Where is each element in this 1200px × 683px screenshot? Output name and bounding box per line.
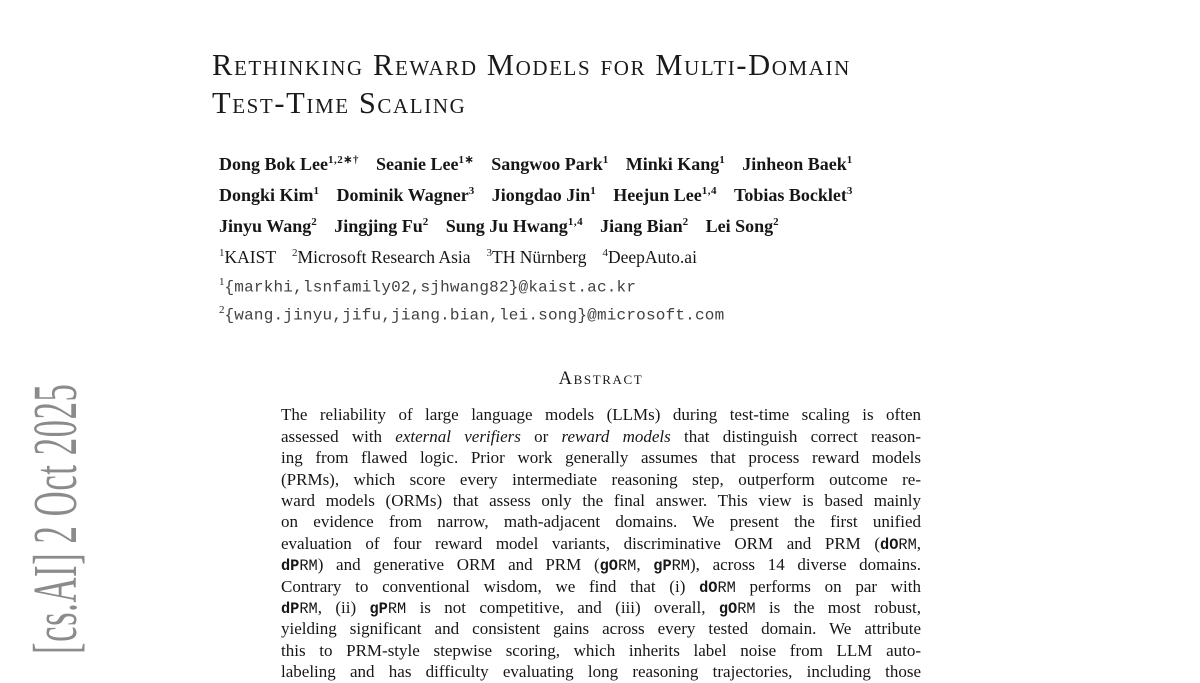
abstract-heading: Abstract	[558, 369, 644, 390]
abstract-text-segment: labeling and has difficulty evaluating long reasoning trajectories, including those	[281, 662, 921, 682]
abstract-text-segment: dO	[880, 535, 899, 554]
paper-content	[212, 0, 998, 683]
author-affiliation-marker: 1	[590, 185, 597, 197]
affiliation-list	[219, 240, 998, 271]
abstract-line-9	[281, 576, 921, 597]
author-affiliation-marker: 1∗	[458, 154, 475, 166]
abstract-text-segment: ), across 14 diverse domains.	[689, 555, 922, 575]
author-name: Minki Kang$^1$	[625, 154, 726, 174]
abstract-line-11	[281, 618, 921, 639]
author-name: Jiongdao Jin$^1$	[491, 185, 597, 205]
author-affiliation-marker: 3	[846, 185, 853, 197]
author-affiliation-marker: 2	[311, 216, 318, 228]
abstract-line-7	[281, 533, 921, 554]
email-address: {markhi,lsnfamily02,sjhwang82}@kaist.ac.kr	[224, 278, 637, 297]
abstract-text-segment: RM	[299, 600, 318, 618]
affiliation-marker: 2	[292, 247, 298, 259]
author-name: Sangwoo Park$^1$	[491, 154, 609, 174]
author-list	[219, 147, 998, 240]
author-name: Jiang Bian$^2$	[600, 216, 689, 236]
author-affiliation-marker: 2	[682, 216, 689, 228]
author-affiliation-marker: 2	[773, 216, 780, 228]
author-name: Dominik Wagner$^3$	[336, 185, 475, 205]
affiliation: $^4$DeepAuto.ai	[602, 246, 697, 267]
email-address: {wang.jinyu,jifu,jiang.bian,lei.song}@microsoft.com	[224, 306, 725, 325]
abstract-text-segment: Contrary to conventional wisdom, we find that (i)	[281, 576, 700, 596]
affiliation-marker: 4	[602, 247, 608, 259]
author-line-2	[219, 178, 998, 209]
abstract-text-segment: dO	[699, 578, 718, 597]
abstract-text-segment: gO	[718, 600, 738, 618]
abstract-text-segment: RM	[299, 557, 318, 576]
abstract-line-3	[281, 447, 921, 468]
abstract-body	[281, 404, 921, 682]
author-affiliation-marker: 1,2∗†	[328, 154, 359, 166]
author-name: Lei Song$^2$	[705, 216, 780, 236]
abstract-text-segment: gO	[599, 557, 618, 576]
email-list	[212, 271, 998, 328]
abstract-text-segment: evaluation of four reward model variants, discriminative ORM and PRM (	[281, 533, 881, 553]
abstract-line-1	[281, 404, 921, 425]
author-name: Jinyu Wang$^2$	[219, 216, 318, 236]
abstract-text-segment: gP	[653, 557, 672, 576]
email-affiliation-marker: 1	[219, 275, 225, 288]
paper-title-line-1: Rethinking Reward Models for Multi-Domain	[212, 48, 851, 82]
abstract-text-segment: that distinguish correct reason-	[670, 426, 922, 446]
author-line-3	[219, 209, 998, 240]
abstract-text-segment: gP	[369, 600, 388, 618]
abstract-text-segment: RM	[717, 578, 736, 597]
abstract-line-4	[281, 469, 921, 490]
abstract-text-segment: or	[520, 426, 562, 446]
abstract-line-6	[281, 511, 921, 532]
abstract-text-segment: RM	[617, 557, 637, 576]
abstract-text-segment: ing from flawed logic. Prior work generally assumes that process reward models	[281, 448, 921, 468]
author-affiliation-marker: 1,4	[567, 216, 584, 228]
author-name: Sung Ju Hwang$^{1,4}$	[445, 216, 584, 236]
abstract-text-segment: on evidence from narrow, math-adjacent domains. We present the first unified	[281, 512, 921, 532]
author-affiliation-marker: 1	[719, 154, 726, 166]
author-name: Jinheon Baek$^1$	[742, 154, 853, 174]
author-name: Seanie Lee$^{1∗}$	[375, 154, 475, 174]
paper-title-line-2: Test-Time Scaling	[212, 86, 467, 120]
abstract-text-segment: ,	[636, 555, 654, 575]
author-name: Tobias Bocklet$^3$	[734, 185, 853, 205]
abstract-text-segment: ) and generative ORM and PRM (	[317, 555, 600, 575]
email-line	[219, 271, 998, 299]
abstract-text-segment: ward models (ORMs) that assess only the final answer. This view is based mainly	[281, 491, 921, 511]
abstract-text-segment: dP	[281, 600, 300, 618]
affiliation-marker: 3	[486, 247, 493, 259]
abstract-text-segment: performs on par with	[735, 576, 921, 596]
abstract-text-segment: The reliability of large language models (LLMs) during test-time scaling is often	[281, 405, 921, 425]
author-affiliation-marker: 2	[422, 216, 429, 228]
abstract-text-segment: ,	[916, 533, 921, 553]
author-affiliation-marker: 1,4	[701, 185, 717, 197]
abstract-line-8	[281, 554, 921, 575]
abstract-line-12	[281, 640, 921, 661]
abstract-text-segment: yielding significant and consistent gains across every tested domain. We attribute	[281, 619, 921, 639]
abstract-text-segment: assessed with	[281, 426, 396, 446]
email-line	[219, 299, 998, 327]
abstract-text-segment: RM	[671, 557, 690, 576]
abstract-text-segment: is not competitive, and (iii) overall,	[406, 598, 719, 617]
author-name: Dong Bok Lee$^{1,2∗\dagger}$	[219, 154, 359, 174]
abstract-line-2	[281, 426, 921, 447]
abstract-text-segment: external verifiers	[395, 426, 521, 446]
author-line-1	[219, 147, 998, 178]
affiliation: $^3$TH Nürnberg	[486, 246, 587, 267]
affiliation-marker: 1	[219, 247, 225, 259]
author-name: Heejun Lee$^{1,4}$	[613, 185, 717, 205]
abstract-text-segment: is the most robust,	[755, 598, 921, 617]
author-affiliation-marker: 1	[313, 185, 320, 197]
abstract-line-5	[281, 490, 921, 511]
email-affiliation-marker: 2	[219, 304, 225, 317]
author-affiliation-marker: 3	[468, 185, 475, 197]
abstract-text-segment: RM	[387, 600, 407, 618]
affiliation: $^1$KAIST	[219, 246, 277, 267]
author-affiliation-marker: 1	[602, 154, 609, 166]
abstract-line-10	[281, 597, 921, 618]
author-name: Jingjing Fu$^2$	[334, 216, 429, 236]
affiliation: $^2$Microsoft Research Asia	[292, 246, 471, 267]
abstract-text-segment: reward models	[561, 426, 671, 446]
abstract-text-segment: this to PRM-style stepwise scoring, which inherits label noise from LLM auto-	[281, 640, 921, 660]
abstract-text-segment: RM	[898, 535, 917, 554]
abstract-text-segment: RM	[737, 600, 756, 618]
author-name: Dongki Kim$^1$	[219, 185, 320, 205]
abstract-text-segment: dP	[281, 557, 300, 576]
abstract-line-13	[281, 661, 921, 682]
arxiv-watermark: [cs.AI] 2 Oct 2025	[22, 383, 90, 654]
abstract-text-segment: (PRMs), which score every intermediate reasoning step, outperform outcome re-	[281, 469, 921, 489]
abstract-text-segment: , (ii)	[317, 598, 370, 617]
author-affiliation-marker: 1	[846, 154, 853, 166]
